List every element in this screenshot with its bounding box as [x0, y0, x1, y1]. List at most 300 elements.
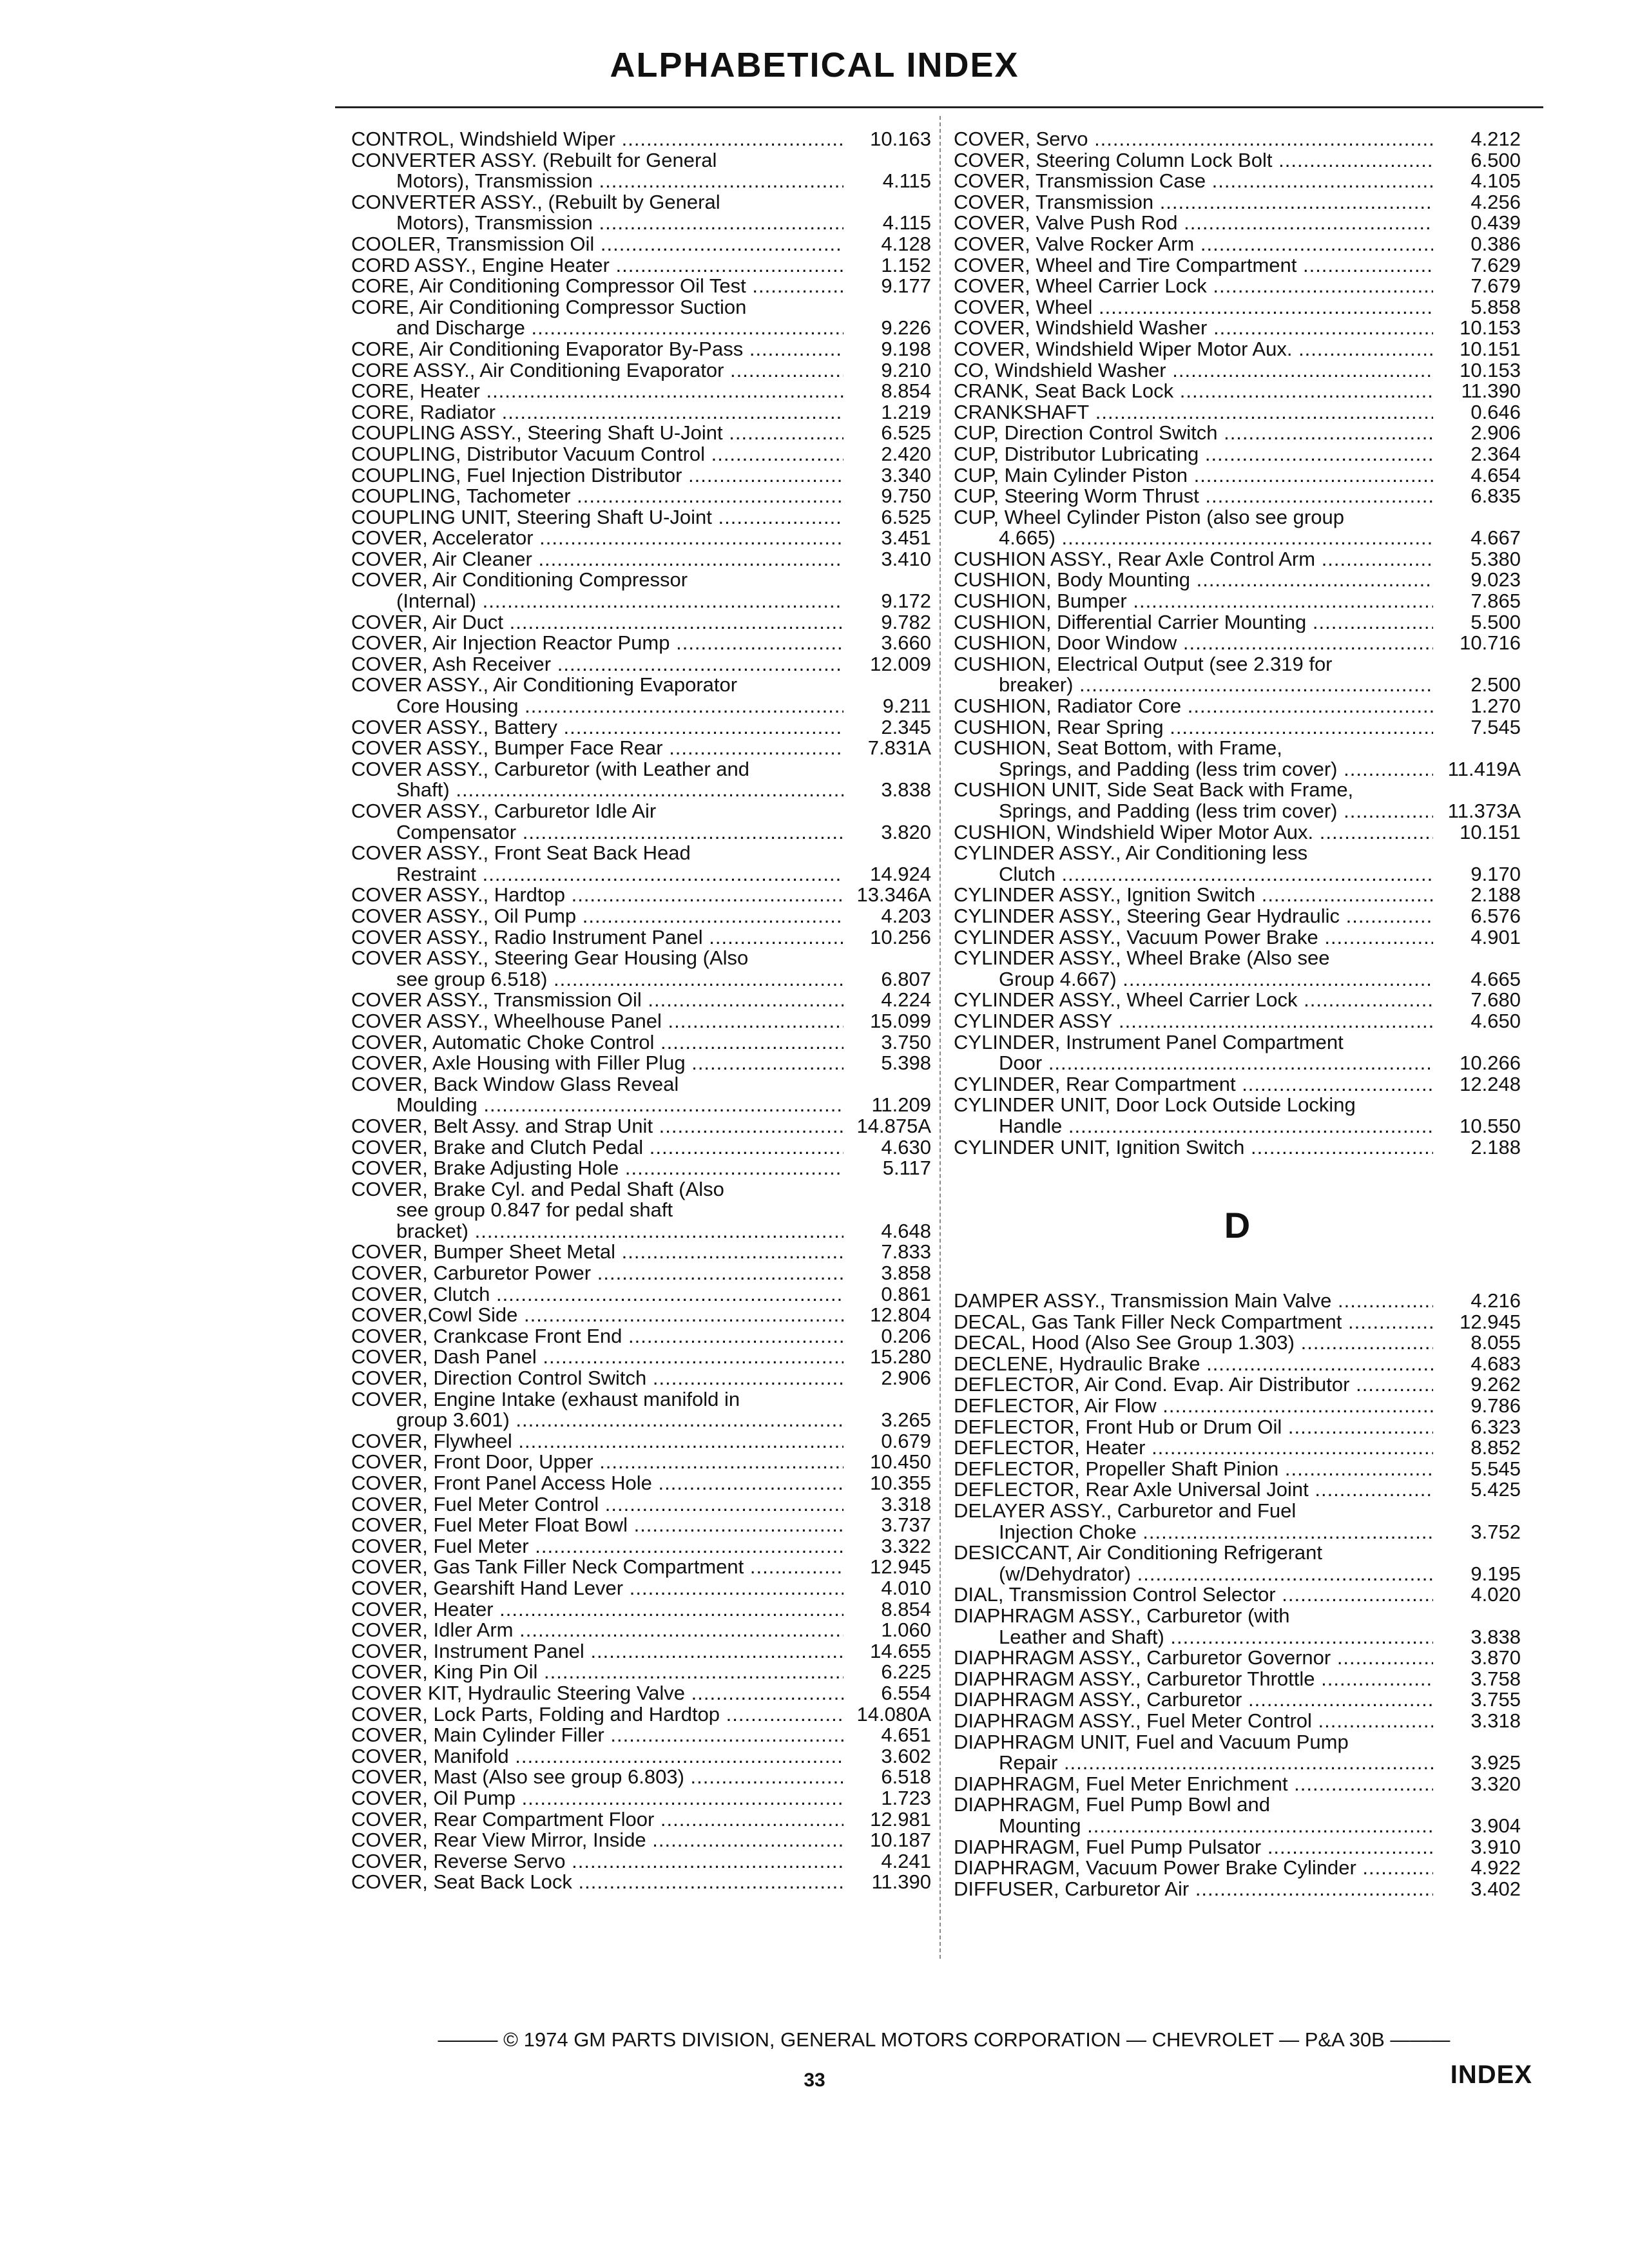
- index-entry: [954, 129, 1521, 150]
- entry-description: [351, 129, 843, 150]
- entry-text-line: COVER ASSY., Carburetor (with Leather and: [351, 758, 750, 780]
- index-entry: [954, 906, 1521, 927]
- entry-text-line: Leather and Shaft): [999, 1625, 1164, 1648]
- entry-text-line: CUSHION, Windshield Wiper Motor Aux.: [954, 822, 1314, 843]
- entry-text-line: COVER, Gas Tank Filler Neck Compartment: [351, 1557, 744, 1578]
- entry-description: [351, 1683, 843, 1704]
- entry-text-line: COUPLING ASSY., Steering Shaft U-Joint: [351, 423, 723, 444]
- entry-text-line: CUP, Distributor Lubricating: [954, 443, 1199, 465]
- entry-page-ref: 11.209: [871, 1093, 931, 1117]
- index-column-right: [954, 129, 1521, 1899]
- index-entry: [351, 1158, 931, 1179]
- entry-text-line: COVER, Flywheel: [351, 1430, 512, 1452]
- index-entry: [351, 1305, 931, 1326]
- index-entry: [954, 1711, 1521, 1732]
- entry-text-line: CORE, Heater: [351, 381, 480, 402]
- entry-description: [351, 1788, 843, 1809]
- entry-description: [351, 234, 843, 255]
- entry-page-ref: 9.172: [881, 590, 931, 613]
- entry-page-ref: 14.080A: [856, 1702, 931, 1725]
- entry-text-line: DEFLECTOR, Air Flow: [954, 1396, 1157, 1417]
- index-entry: [351, 759, 931, 801]
- entry-page-ref: 7.545: [1470, 715, 1521, 738]
- entry-description: [351, 633, 843, 654]
- entry-description: [954, 1858, 1433, 1879]
- entry-text-line: COVER, Front Door, Upper: [351, 1452, 593, 1473]
- index-entry: [351, 1032, 931, 1053]
- entry-text-line: CUSHION, Radiator Core: [954, 696, 1182, 717]
- index-entry: [351, 1368, 931, 1389]
- entry-description: [351, 1746, 843, 1767]
- entry-description: [351, 1662, 843, 1683]
- entry-page-ref: 6.323: [1470, 1415, 1521, 1438]
- entry-page-ref: 9.198: [881, 337, 931, 360]
- entry-description: [351, 885, 843, 906]
- entry-description: [351, 738, 843, 759]
- entry-description: [954, 486, 1433, 507]
- entry-text-line: CORD ASSY., Engine Heater: [351, 255, 610, 276]
- entry-description: [954, 549, 1433, 570]
- entry-text-line: CYLINDER, Rear Compartment: [954, 1073, 1236, 1095]
- entry-text-line: DIAL, Transmission Control Selector: [954, 1584, 1276, 1606]
- entry-page-ref: 15.280: [870, 1345, 931, 1369]
- entry-page-ref: 3.265: [881, 1408, 931, 1432]
- entry-text-line: CUP, Steering Worm Thrust: [954, 486, 1199, 507]
- index-entry: [954, 1011, 1521, 1032]
- entry-text-line: COVER ASSY., Hardtop: [351, 885, 565, 906]
- entry-page-ref: 6.500: [1470, 148, 1521, 171]
- entry-description: [954, 1584, 1433, 1606]
- entry-text-line: COVER ASSY., Carburetor Idle Air: [351, 801, 657, 822]
- index-entry: [351, 1788, 931, 1809]
- entry-description: [351, 906, 843, 927]
- entry-text-line: CORE, Air Conditioning Compressor Oil Test: [351, 276, 746, 297]
- entry-page-ref: 12.945: [1460, 1310, 1521, 1333]
- entry-page-ref: 4.115: [882, 211, 931, 235]
- index-entry: [351, 486, 931, 507]
- index-entry: [954, 633, 1521, 654]
- entry-text-line: COVER, Rear View Mirror, Inside: [351, 1830, 646, 1851]
- entry-description: [954, 1291, 1433, 1312]
- entry-description: [351, 1158, 843, 1179]
- entry-page-ref: 3.904: [1470, 1814, 1521, 1837]
- entry-description: [351, 402, 843, 423]
- entry-text-line: COVER, Carburetor Power: [351, 1263, 592, 1284]
- entry-text-line: DIAPHRAGM ASSY., Carburetor Throttle: [954, 1668, 1315, 1690]
- entry-page-ref: 4.648: [881, 1219, 931, 1242]
- entry-page-ref: 3.322: [881, 1534, 931, 1557]
- index-entry: [954, 423, 1521, 444]
- entry-text-line: CYLINDER ASSY., Air Conditioning less: [954, 843, 1308, 865]
- entry-text-line: Compensator: [396, 820, 517, 843]
- index-entry: [954, 1095, 1521, 1137]
- entry-text-line: COVER,Cowl Side: [351, 1305, 518, 1326]
- index-entry: [954, 234, 1521, 255]
- index-entry: [351, 1662, 931, 1683]
- entry-description: [351, 1368, 843, 1389]
- entry-page-ref: 4.212: [1470, 128, 1521, 150]
- entry-description: [954, 1437, 1433, 1459]
- entry-text-line: see group 0.847 for pedal shaft: [396, 1198, 673, 1222]
- index-entry: [351, 633, 931, 654]
- entry-description: [351, 948, 843, 990]
- entry-description: [954, 1606, 1433, 1648]
- index-section-c-continued: [954, 129, 1521, 1158]
- entry-page-ref: 1.270: [1470, 695, 1521, 718]
- entry-description: [351, 1074, 843, 1116]
- entry-page-ref: 0.646: [1470, 400, 1521, 423]
- entry-page-ref: 3.737: [881, 1514, 931, 1537]
- index-entry: [351, 612, 931, 633]
- entry-description: [954, 633, 1433, 654]
- entry-description: [351, 1536, 843, 1557]
- entry-description: [954, 1095, 1433, 1137]
- entry-text-line: COVER, Lock Parts, Folding and Hardtop: [351, 1704, 720, 1725]
- entry-text-line: COVER, Brake Adjusting Hole: [351, 1158, 619, 1179]
- entry-text-line: bracket): [396, 1219, 468, 1242]
- entry-page-ref: 3.660: [881, 631, 931, 655]
- entry-description: [351, 486, 843, 507]
- entry-description: [954, 1459, 1433, 1480]
- entry-page-ref: 3.410: [881, 547, 931, 570]
- entry-text-line: Restraint: [396, 862, 477, 885]
- entry-text-line: COVER, Gearshift Hand Lever: [351, 1577, 624, 1599]
- index-entry: [351, 507, 931, 528]
- index-entry: [954, 507, 1521, 549]
- entry-description: [954, 1074, 1433, 1095]
- entry-text-line: COVER, Transmission Case: [954, 171, 1206, 192]
- entry-text-line: CYLINDER ASSY: [954, 1010, 1113, 1032]
- entry-page-ref: 6.576: [1470, 904, 1521, 927]
- index-entry: [351, 1746, 931, 1767]
- entry-text-line: COVER, Windshield Washer: [954, 318, 1208, 339]
- entry-text-line: DIFFUSER, Carburetor Air: [954, 1878, 1190, 1900]
- entry-page-ref: 9.023: [1470, 568, 1521, 591]
- entry-text-line: 4.665): [999, 526, 1055, 549]
- entry-page-ref: 1.219: [881, 400, 931, 423]
- index-entry: [954, 654, 1521, 696]
- entry-description: [954, 1332, 1433, 1354]
- entry-description: [954, 1794, 1433, 1836]
- index-entry: [351, 1431, 931, 1452]
- entry-page-ref: 10.153: [1460, 316, 1521, 340]
- index-entry: [954, 297, 1521, 318]
- entry-page-ref: 7.833: [881, 1240, 931, 1264]
- entry-description: [351, 339, 843, 360]
- entry-page-ref: 3.340: [881, 463, 931, 486]
- entry-page-ref: 9.210: [881, 358, 931, 381]
- entry-page-ref: 10.151: [1460, 337, 1521, 360]
- entry-description: [954, 276, 1433, 297]
- entry-text-line: COVER, Servo: [954, 129, 1088, 150]
- entry-text-line: COUPLING, Fuel Injection Distributor: [351, 465, 682, 486]
- entry-text-line: Repair: [999, 1751, 1058, 1774]
- entry-description: [351, 1599, 843, 1620]
- entry-page-ref: 4.630: [881, 1135, 931, 1158]
- entry-text-line: CYLINDER ASSY., Vacuum Power Brake: [954, 927, 1318, 948]
- entry-text-line: see group 6.518): [396, 967, 548, 990]
- entry-description: [351, 759, 843, 801]
- entry-description: [351, 570, 843, 611]
- entry-text-line: COVER, Ash Receiver: [351, 653, 552, 675]
- entry-description: [351, 1452, 843, 1473]
- entry-text-line: COVER, Transmission: [954, 191, 1154, 213]
- entry-page-ref: 14.875A: [856, 1114, 931, 1137]
- entry-page-ref: 14.924: [870, 862, 931, 885]
- entry-text-line: DECAL, Hood (Also See Group 1.303): [954, 1332, 1295, 1354]
- column-divider: [940, 116, 941, 1959]
- entry-description: [351, 1872, 843, 1893]
- entry-page-ref: 4.650: [1470, 1009, 1521, 1032]
- entry-page-ref: 7.865: [1470, 590, 1521, 613]
- entry-page-ref: 1.723: [881, 1786, 931, 1809]
- index-entry: [954, 1479, 1521, 1501]
- entry-text-line: COVER, Windshield Wiper Motor Aux.: [954, 338, 1293, 360]
- entry-page-ref: 0.439: [1470, 211, 1521, 235]
- entry-description: [351, 465, 843, 486]
- index-entry: [351, 402, 931, 423]
- entry-text-line: COVER, Accelerator: [351, 528, 534, 549]
- footer-copyright: ——— © 1974 GM PARTS DIVISION, GENERAL MOTORS CORPORATION — CHEVROLET — P&A 30B ———: [438, 2028, 1451, 2051]
- entry-text-line: (Internal): [396, 590, 477, 612]
- index-entry: [954, 381, 1521, 402]
- entry-text-line: COVER, Brake Cyl. and Pedal Shaft (Also: [351, 1178, 724, 1200]
- entry-text-line: CYLINDER, Instrument Panel Compartment: [954, 1032, 1344, 1053]
- entry-page-ref: 9.262: [1470, 1373, 1521, 1396]
- entry-description: [351, 654, 843, 675]
- entry-description: [954, 612, 1433, 633]
- entry-description: [351, 150, 843, 192]
- entry-description: [351, 675, 843, 716]
- entry-description: [954, 948, 1433, 990]
- index-entry: [954, 1584, 1521, 1606]
- entry-description: [351, 1116, 843, 1137]
- entry-text-line: CRANKSHAFT: [954, 401, 1090, 423]
- index-entry: [351, 129, 931, 150]
- entry-description: [954, 1774, 1433, 1795]
- entry-description: [954, 1542, 1433, 1584]
- entry-description: [351, 1494, 843, 1515]
- entry-text-line: CUSHION, Rear Spring: [954, 716, 1164, 738]
- entry-page-ref: 10.716: [1460, 631, 1521, 655]
- entry-text-line: Injection Choke: [999, 1520, 1137, 1543]
- entry-description: [954, 1501, 1433, 1542]
- entry-description: [954, 1374, 1433, 1396]
- index-entry: [954, 1774, 1521, 1795]
- entry-page-ref: 6.807: [881, 967, 931, 990]
- entry-text-line: COVER ASSY., Battery: [351, 716, 557, 738]
- entry-text-line: CO, Windshield Washer: [954, 360, 1166, 381]
- index-entry: [954, 402, 1521, 423]
- index-entry: [351, 1326, 931, 1347]
- entry-description: [954, 129, 1433, 150]
- entry-description: [954, 402, 1433, 423]
- index-entry: [954, 1459, 1521, 1480]
- entry-page-ref: 1.060: [881, 1619, 931, 1642]
- entry-description: [954, 1011, 1433, 1032]
- entry-text-line: COVER, King Pin Oil: [351, 1662, 538, 1683]
- entry-text-line: COVER, Manifold: [351, 1745, 509, 1767]
- entry-page-ref: 3.838: [881, 778, 931, 802]
- index-entry: [351, 150, 931, 192]
- index-entry: [351, 1515, 931, 1536]
- entry-page-ref: 10.153: [1460, 358, 1521, 381]
- index-entry: [954, 927, 1521, 948]
- index-entry: [351, 1578, 931, 1599]
- entry-text-line: CYLINDER UNIT, Door Lock Outside Locking: [954, 1095, 1356, 1117]
- entry-text-line: Core Housing: [396, 695, 519, 717]
- entry-text-line: COVER, Bumper Sheet Metal: [351, 1242, 616, 1264]
- entry-page-ref: 4.010: [881, 1576, 931, 1599]
- entry-text-line: COVER, Wheel Carrier Lock: [954, 276, 1207, 297]
- entry-text-line: CUSHION, Door Window: [954, 633, 1177, 654]
- index-entry: [954, 486, 1521, 507]
- entry-description: [351, 1557, 843, 1578]
- entry-page-ref: 11.419A: [1447, 757, 1521, 780]
- entry-page-ref: 7.680: [1470, 988, 1521, 1012]
- entry-description: [351, 549, 843, 570]
- entry-text-line: DIAPHRAGM, Fuel Meter Enrichment: [954, 1773, 1288, 1795]
- entry-description: [954, 1396, 1433, 1417]
- entry-page-ref: 7.831A: [867, 736, 931, 760]
- index-entry: [351, 1725, 931, 1746]
- entry-text-line: CORE, Air Conditioning Compressor Suction: [351, 296, 747, 318]
- index-entry: [351, 738, 931, 759]
- index-entry: [351, 528, 931, 549]
- entry-text-line: DEFLECTOR, Rear Axle Universal Joint: [954, 1479, 1309, 1501]
- entry-description: [954, 1479, 1433, 1501]
- entry-page-ref: 7.629: [1470, 253, 1521, 276]
- index-entry: [351, 1599, 931, 1620]
- index-entry: [351, 717, 931, 738]
- entry-description: [954, 1837, 1433, 1858]
- index-entry: [954, 1858, 1521, 1879]
- entry-text-line: COVER, Valve Rocker Arm: [954, 233, 1195, 255]
- index-entry: [954, 591, 1521, 612]
- entry-page-ref: 2.364: [1470, 442, 1521, 465]
- index-entry: [954, 1732, 1521, 1774]
- entry-description: [954, 213, 1433, 234]
- entry-description: [954, 570, 1433, 591]
- index-entry: [351, 1704, 931, 1725]
- index-entry: [351, 360, 931, 381]
- entry-page-ref: 6.225: [881, 1660, 931, 1684]
- index-entry: [351, 1116, 931, 1137]
- entry-page-ref: 2.500: [1470, 673, 1521, 697]
- entry-text-line: CUSHION UNIT, Side Seat Back with Frame,: [954, 780, 1354, 802]
- entry-page-ref: 10.550: [1460, 1114, 1521, 1137]
- entry-description: [954, 990, 1433, 1011]
- index-entry: [351, 654, 931, 675]
- index-entry: [351, 1179, 931, 1242]
- entry-description: [954, 1689, 1433, 1711]
- entry-page-ref: 9.226: [881, 316, 931, 340]
- index-entry: [351, 1809, 931, 1831]
- entry-text-line: DIAPHRAGM ASSY., Carburetor Governor: [954, 1648, 1331, 1669]
- index-entry: [351, 948, 931, 990]
- index-entry: [954, 1312, 1521, 1333]
- entry-text-line: DIAPHRAGM, Vacuum Power Brake Cylinder: [954, 1858, 1356, 1879]
- entry-description: [954, 297, 1433, 318]
- entry-text-line: DIAPHRAGM ASSY., Carburetor (with: [954, 1606, 1290, 1627]
- entry-text-line: COVER, Fuel Meter: [351, 1535, 529, 1557]
- entry-description: [351, 276, 843, 297]
- entry-text-line: Clutch: [999, 862, 1055, 885]
- entry-page-ref: 10.450: [870, 1450, 931, 1474]
- entry-description: [351, 507, 843, 528]
- entry-page-ref: 6.518: [881, 1765, 931, 1789]
- entry-page-ref: 12.009: [870, 652, 931, 675]
- index-entry: [351, 1620, 931, 1641]
- index-entry: [351, 1452, 931, 1473]
- entry-page-ref: 3.402: [1470, 1877, 1521, 1900]
- entry-page-ref: 2.188: [1470, 1135, 1521, 1158]
- entry-text-line: DIAPHRAGM ASSY., Fuel Meter Control: [954, 1710, 1312, 1732]
- entry-description: [351, 1263, 843, 1284]
- entry-text-line: COVER ASSY., Steering Gear Housing (Also: [351, 948, 749, 970]
- entry-description: [351, 801, 843, 843]
- index-entry: [954, 738, 1521, 780]
- entry-page-ref: 5.858: [1470, 295, 1521, 318]
- entry-page-ref: 4.654: [1470, 463, 1521, 486]
- index-entry: [351, 1557, 931, 1578]
- entry-text-line: CUSHION, Body Mounting: [954, 570, 1190, 591]
- entry-text-line: COVER, Direction Control Switch: [351, 1368, 647, 1389]
- entry-description: [351, 1053, 843, 1074]
- entry-description: [351, 528, 843, 549]
- entry-text-line: Handle: [999, 1114, 1063, 1137]
- entry-text-line: COVER, Seat Back Lock: [351, 1872, 572, 1893]
- entry-page-ref: 3.838: [1470, 1625, 1521, 1648]
- entry-description: [954, 381, 1433, 402]
- entry-description: [954, 1137, 1433, 1158]
- entry-page-ref: 2.906: [1470, 421, 1521, 445]
- index-entry: [351, 1830, 931, 1851]
- entry-description: [351, 990, 843, 1011]
- entry-page-ref: 8.854: [881, 1597, 931, 1620]
- entry-description: [351, 381, 843, 402]
- entry-description: [351, 444, 843, 465]
- entry-description: [351, 1326, 843, 1347]
- index-entry: [351, 990, 931, 1011]
- entry-description: [954, 150, 1433, 171]
- entry-text-line: COVER ASSY., Oil Pump: [351, 905, 577, 927]
- entry-text-line: COUPLING, Distributor Vacuum Control: [351, 443, 705, 465]
- entry-page-ref: 9.782: [881, 610, 931, 633]
- entry-text-line: CYLINDER UNIT, Ignition Switch: [954, 1137, 1245, 1158]
- entry-page-ref: 9.177: [881, 274, 931, 298]
- entry-text-line: CORE, Air Conditioning Evaporator By-Pass: [351, 338, 744, 360]
- entry-page-ref: 12.945: [870, 1555, 931, 1579]
- section-letter-d: D: [1224, 1205, 1251, 1246]
- index-entry: [954, 276, 1521, 297]
- entry-text-line: COVER, Engine Intake (exhaust manifold in: [351, 1389, 740, 1410]
- entry-page-ref: 0.861: [881, 1282, 931, 1305]
- entry-description: [351, 843, 843, 885]
- entry-description: [351, 1389, 843, 1431]
- entry-description: [954, 1648, 1433, 1669]
- entry-text-line: COVER, Rear Compartment Floor: [351, 1809, 655, 1831]
- entry-page-ref: 12.248: [1460, 1072, 1521, 1095]
- entry-page-ref: 4.241: [881, 1849, 931, 1872]
- index-entry: [954, 1354, 1521, 1375]
- entry-page-ref: 4.203: [881, 904, 931, 927]
- index-entry: [351, 1242, 931, 1263]
- entry-text-line: CYLINDER ASSY., Steering Gear Hydraulic: [954, 905, 1340, 927]
- index-entry: [954, 1291, 1521, 1312]
- entry-page-ref: 4.683: [1470, 1352, 1521, 1375]
- index-entry: [351, 1053, 931, 1074]
